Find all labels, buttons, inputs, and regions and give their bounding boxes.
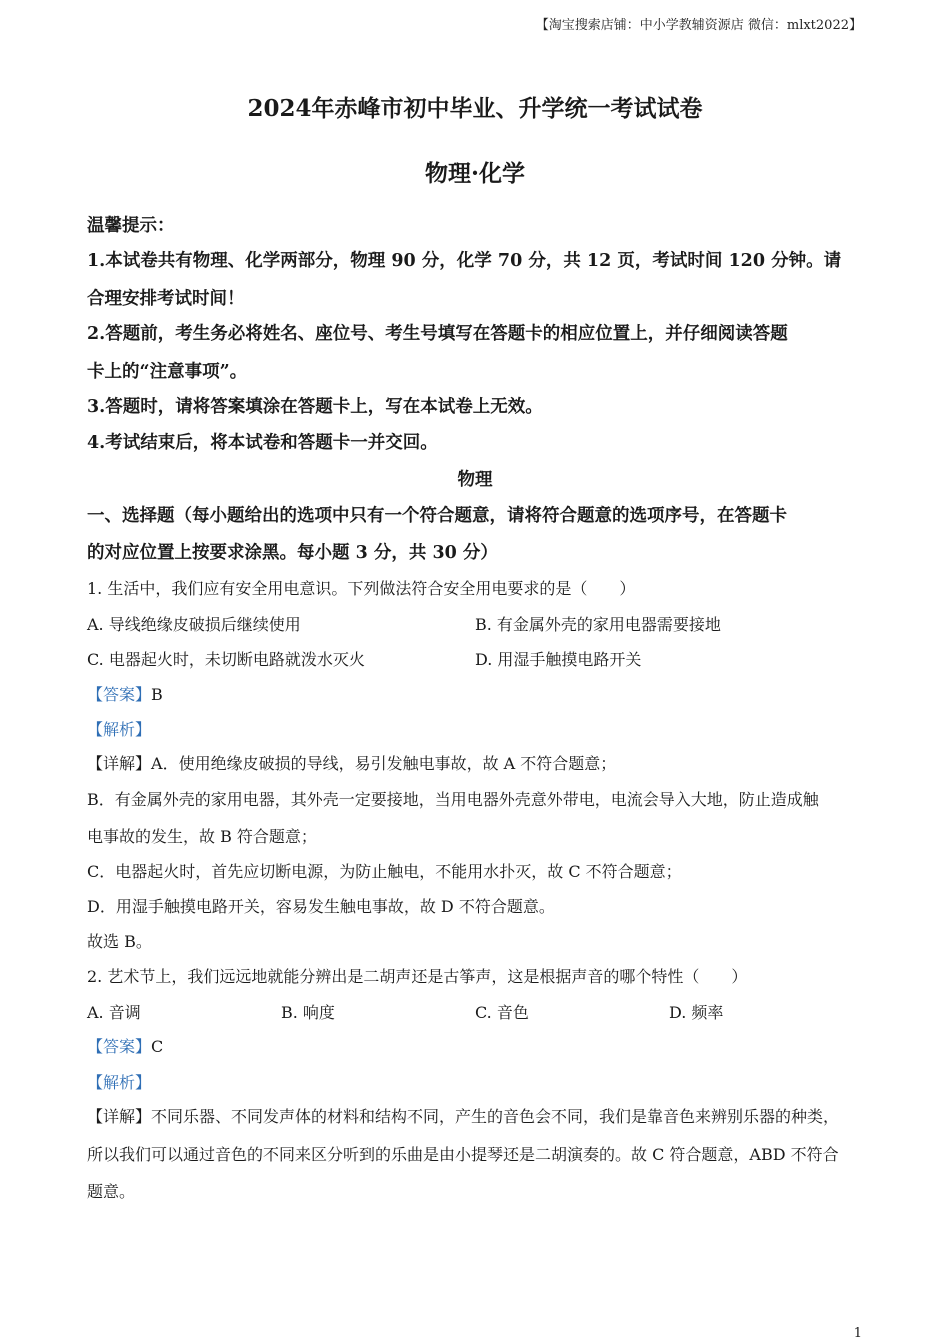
q1-conclusion: 故选 B。 xyxy=(87,932,152,951)
q2-detail-tag: 【详解】 xyxy=(87,1107,152,1126)
notice-item-2-line-2: 卡上的“注意事项”。 xyxy=(87,362,248,382)
q2-option-d: D. 频率 xyxy=(669,1003,724,1022)
section-heading-line-2: 的对应位置上按要求涂黑。每小题 3 分，共 30 分） xyxy=(87,543,498,563)
q1-option-d: D. 用湿手触摸电路开关 xyxy=(475,650,642,669)
q1-option-c: C. 电器起火时，未切断电路就泼水灭火 xyxy=(87,650,365,669)
q1-analysis-tag: 【解析】 xyxy=(87,720,152,739)
notice-item-2-line-1: 2.答题前，考生务必将姓名、座位号、考生号填写在答题卡的相应位置上，并仔细阅读答题 xyxy=(87,324,788,344)
q1-option-b: B. 有金属外壳的家用电器需要接地 xyxy=(475,615,721,634)
notice-item-4: 4.考试结束后，将本试卷和答题卡一并交回。 xyxy=(87,433,438,453)
q2-detail-line-1-text: 不同乐器、不同发声体的材料和结构不同，产生的音色会不同，我们是靠音色来辨别乐器的种类， xyxy=(151,1107,840,1126)
q2-option-c: C. 音色 xyxy=(475,1003,529,1022)
q1-detail-b-line-2: 电事故的发生，故 B 符合题意； xyxy=(87,827,317,846)
notice-item-3: 3.答题时，请将答案填涂在答题卡上，写在本试卷上无效。 xyxy=(87,397,543,417)
page-number: 1 xyxy=(853,1326,862,1341)
subject-heading: 物理 xyxy=(457,470,493,490)
q1-answer: B xyxy=(151,685,163,704)
q2-answer-tag: 【答案】 xyxy=(87,1037,152,1056)
q2-detail-line-3: 题意。 xyxy=(87,1182,136,1201)
notice-item-1-line-1: 1.本试卷共有物理、化学两部分，物理 90 分，化学 70 分，共 12 页，考试时间 120 分钟。请 xyxy=(87,251,842,271)
q1-stem: 1. 生活中，我们应有安全用电意识。下列做法符合安全用电要求的是（ ） xyxy=(87,579,636,598)
q2-stem: 2. 艺术节上，我们远远地就能分辨出是二胡声还是古筝声，这是根据声音的哪个特性（ ） xyxy=(87,967,748,986)
notice-item-1-line-2: 合理安排考试时间！ xyxy=(87,289,245,309)
section-heading-line-1: 一、选择题（每小题给出的选项中只有一个符合题意，请将符合题意的选项序号，在答题卡 xyxy=(87,506,787,526)
q2-analysis-tag: 【解析】 xyxy=(87,1073,152,1092)
q1-detail-d: D．用湿手触摸电路开关，容易发生触电事故，故 D 不符合题意。 xyxy=(87,897,555,916)
exam-subtitle: 物理·化学 xyxy=(424,160,525,187)
q2-option-a: A. 音调 xyxy=(87,1003,141,1022)
watermark-text: 【淘宝搜索店铺：中小学教辅资源店 微信：mlxt2022】 xyxy=(535,18,862,33)
q1-answer-line xyxy=(87,682,865,705)
q2-detail-line-2: 所以我们可以通过音色的不同来区分听到的乐曲是由小提琴还是二胡演奏的。故 C 符合题意，ABD 不符合 xyxy=(87,1145,839,1164)
q1-answer-tag: 【答案】 xyxy=(87,685,152,704)
q1-detail-b-line-1: B．有金属外壳的家用电器，其外壳一定要接地，当用电器外壳意外带电，电流会导入大地，防止造成触 xyxy=(87,790,819,809)
q2-detail-line-1 xyxy=(87,1104,865,1127)
q1-detail-tag: 【详解】 xyxy=(87,754,152,773)
q1-detail-c: C．电器起火时，首先应切断电源，为防止触电，不能用水扑灭，故 C 不符合题意； xyxy=(87,862,682,881)
exam-title: 2024年赤峰市初中毕业、升学统一考试试卷 xyxy=(247,95,703,122)
q1-detail-a xyxy=(87,751,865,774)
notice-heading: 温馨提示： xyxy=(87,216,175,236)
q2-answer: C xyxy=(151,1037,164,1056)
q1-option-a: A. 导线绝缘皮破损后继续使用 xyxy=(87,615,301,634)
q1-detail-a-text: A．使用绝缘皮破损的导线，易引发触电事故，故 A 不符合题意； xyxy=(151,754,617,773)
q2-option-b: B. 响度 xyxy=(281,1003,335,1022)
q2-answer-line xyxy=(87,1034,865,1057)
